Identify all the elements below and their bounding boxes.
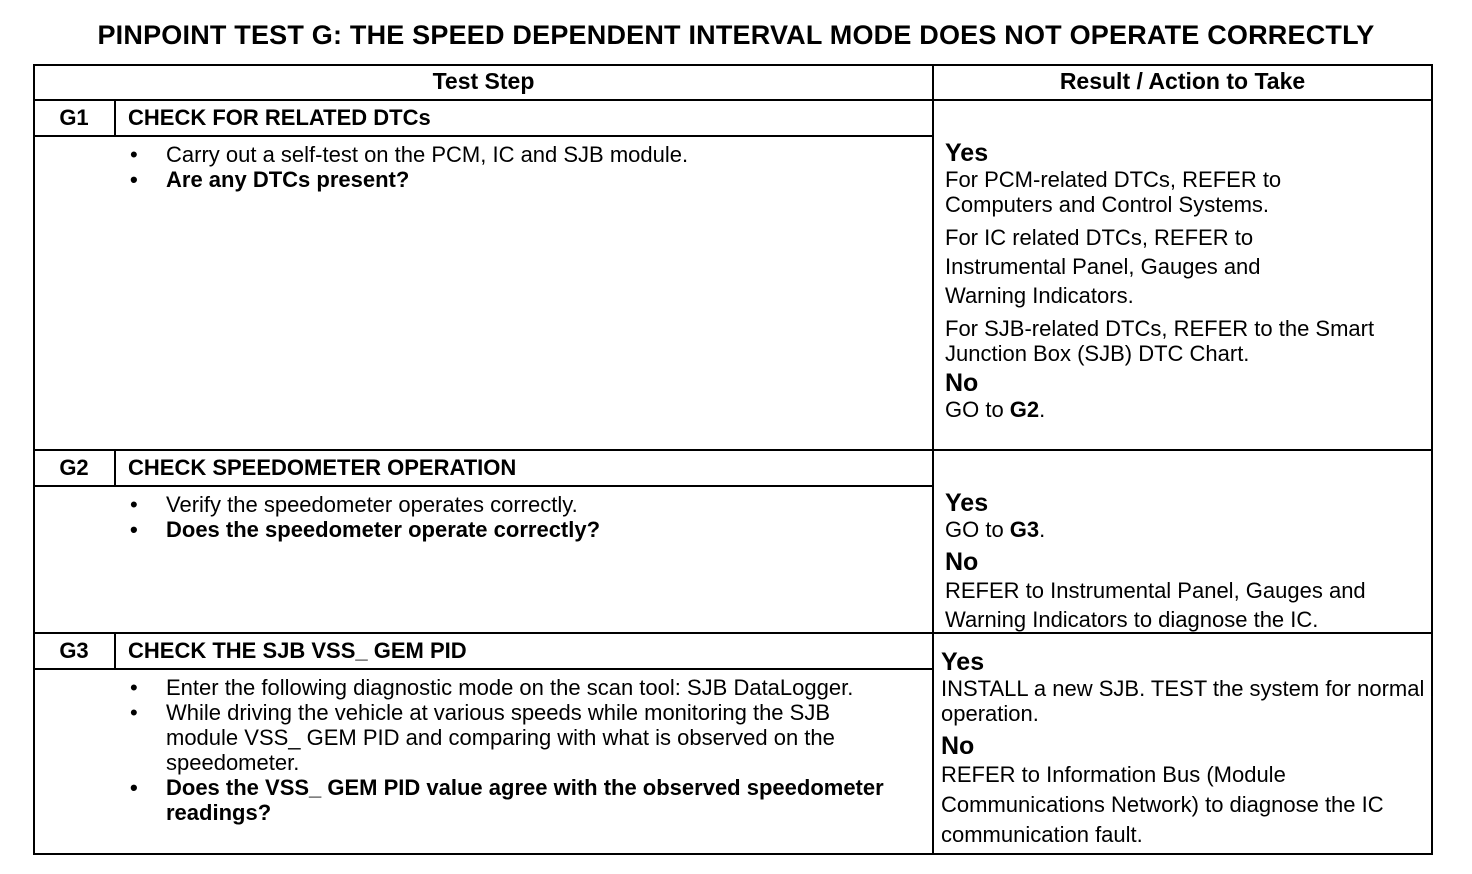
g1-title-divider: [33, 135, 933, 137]
column-divider: [932, 64, 934, 855]
step-id-g3: G3: [59, 638, 89, 663]
list-item: • Does the speedometer operate correctly?: [130, 517, 601, 542]
step-bullets-g1: [128, 142, 918, 192]
no-label: No: [941, 732, 975, 760]
result-g1: [945, 139, 1437, 422]
step-bullets-g3: [128, 675, 888, 825]
list-item: • Does the VSS_ GEM PID value agree with the observed speedometer readings?: [130, 775, 884, 825]
step-id-g2: G2: [59, 455, 89, 480]
no-label: No: [945, 369, 979, 397]
yes-label: Yes: [945, 489, 989, 517]
step-reference: G2: [1009, 397, 1040, 422]
test-step-header: Test Step: [432, 68, 535, 94]
step-reference: G3: [1009, 517, 1040, 542]
result-text: For SJB-related DTCs, REFER to the Smart Junction Box (SJB) DTC Chart.: [945, 316, 1375, 366]
step-id-g1: G1: [59, 105, 89, 130]
list-item: • Carry out a self-test on the PCM, IC and SJB module.: [130, 142, 689, 167]
result-text: REFER to Information Bus (Module Communications Network) to diagnose the IC communication fault.: [941, 762, 1384, 847]
result-g2: [945, 489, 1437, 634]
bullet-icon: •: [130, 675, 138, 700]
g2-title-divider: [33, 485, 933, 487]
list-item: • Are any DTCs present?: [130, 167, 410, 192]
yes-label: Yes: [945, 139, 989, 167]
g3-id-divider: [114, 632, 116, 670]
result-header: Result / Action to Take: [1059, 68, 1306, 94]
bullet-icon: •: [130, 142, 138, 167]
bullet-icon: •: [130, 517, 138, 542]
result-text: GO to G2.: [945, 397, 1046, 422]
step-title-g2: CHECK SPEEDOMETER OPERATION: [128, 455, 517, 480]
result-text: For IC related DTCs, REFER to Instrumental Panel, Gauges and Warning Indicators.: [945, 225, 1261, 308]
result-text: For PCM-related DTCs, REFER to Computers and Control Systems.: [945, 167, 1282, 217]
list-item: • Enter the following diagnostic mode on the scan tool: SJB DataLogger.: [130, 675, 854, 700]
list-item: • Verify the speedometer operates correctly.: [130, 492, 578, 517]
g3-title-divider: [33, 668, 933, 670]
g1-id-divider: [114, 99, 116, 137]
header-divider: [33, 99, 1433, 101]
bullet-icon: •: [130, 700, 138, 725]
page-title: PINPOINT TEST G: THE SPEED DEPENDENT INTERVAL MODE DOES NOT OPERATE CORRECTLY: [97, 20, 1375, 50]
g1-row-divider: [33, 449, 1433, 451]
bullet-icon: •: [130, 492, 138, 517]
step-bullets-g2: [128, 492, 918, 542]
yes-label: Yes: [941, 648, 985, 676]
bullet-icon: •: [130, 775, 138, 800]
step-title-g1: CHECK FOR RELATED DTCs: [128, 105, 431, 130]
result-text: INSTALL a new SJB. TEST the system for normal operation.: [941, 676, 1425, 726]
step-title-g3: CHECK THE SJB VSS_ GEM PID: [128, 638, 467, 663]
no-label: No: [945, 548, 979, 576]
g2-id-divider: [114, 449, 116, 487]
result-text: GO to G3.: [945, 517, 1046, 542]
list-item: • While driving the vehicle at various speeds while monitoring the SJB module VSS_ GEM PID and comparing with what is observed on the speedometer.: [130, 700, 835, 775]
bullet-icon: •: [130, 167, 138, 192]
result-text: REFER to Instrumental Panel, Gauges and Warning Indicators to diagnose the IC.: [945, 578, 1366, 632]
result-g3: [941, 648, 1433, 850]
